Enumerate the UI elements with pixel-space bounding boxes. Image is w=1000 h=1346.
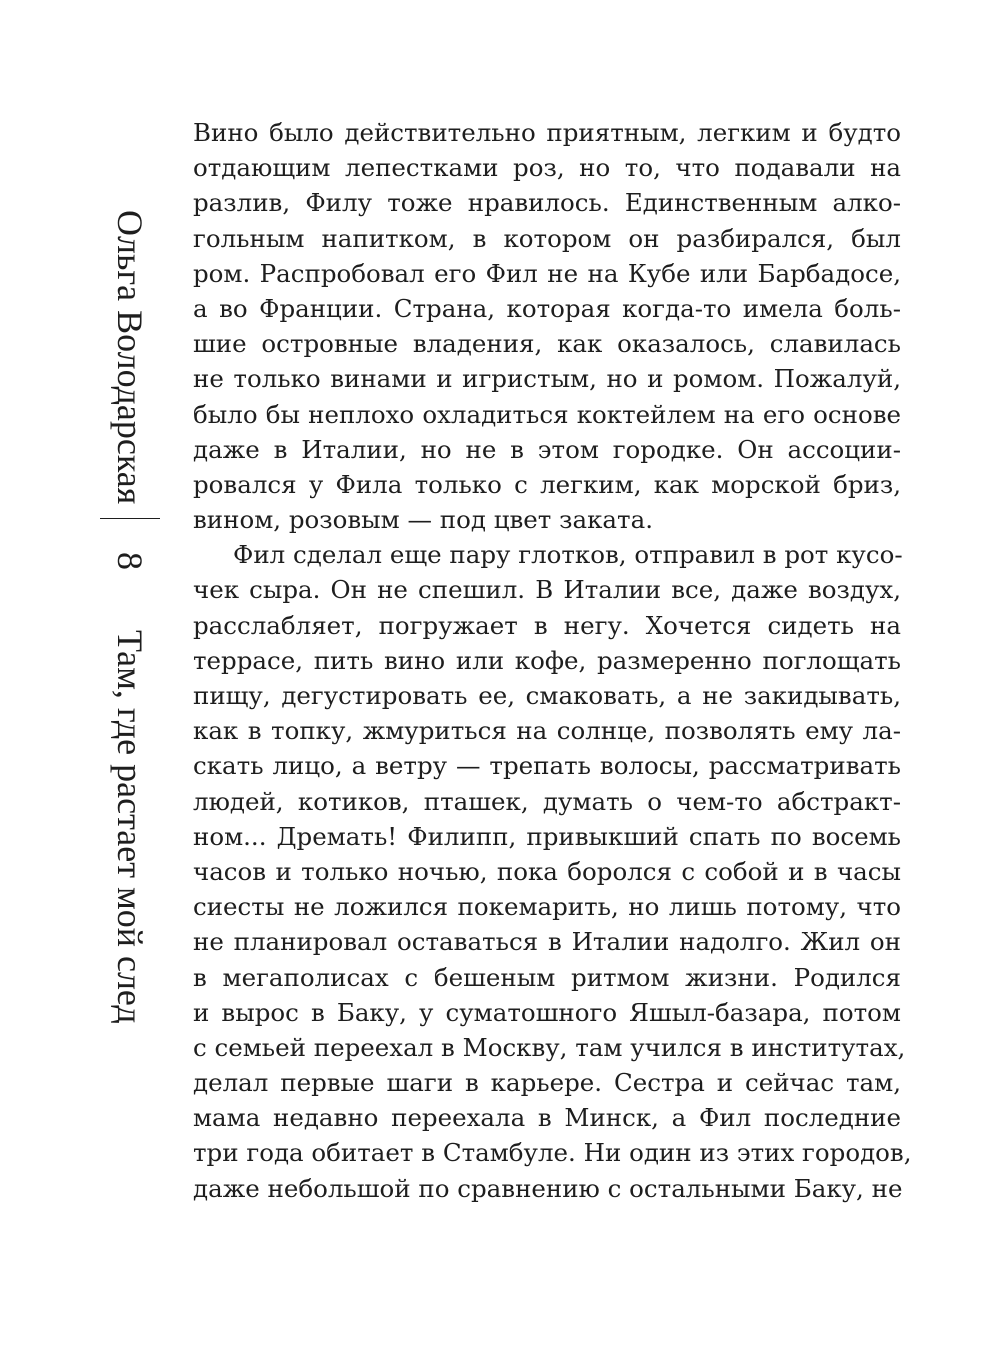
text-line: отдающим лепестками роз, но то, что подавали на xyxy=(193,153,901,183)
text-line: расслабляет, погружает в негу. Хочется сидеть на xyxy=(193,610,901,640)
text-line: было бы неплохо охладиться коктейлем на его основе xyxy=(193,399,901,429)
text-line: часов и только ночью, пока боролся с собой и в часы xyxy=(193,856,901,886)
book-title: Там, где растает мой след xyxy=(110,630,150,1024)
text-line: сиесты не ложился покемарить, но лишь потому, что xyxy=(193,892,901,922)
text-line: ром. Распробовал его Фил не на Кубе или Барбадосе, xyxy=(193,258,901,288)
text-line: мама недавно переехала в Минск, а Фил последние xyxy=(193,1103,901,1133)
running-head xyxy=(0,0,175,1346)
text-line: террасе, пить вино или кофе, размеренно поглощать xyxy=(193,645,901,675)
page-number: 8 xyxy=(110,552,150,570)
text-line: разлив, Филу тоже нравилось. Единственным алко- xyxy=(193,188,901,218)
text-line: людей, котиков, пташек, думать о чем-то абстракт- xyxy=(193,786,901,816)
text-line: не только винами и игристым, но и ромом. Пожалуй, xyxy=(193,364,901,394)
text-line: шие островные владения, как оказалось, славилась xyxy=(193,329,901,359)
running-head-divider xyxy=(100,518,160,519)
text-line: скать лицо, а ветру — трепать волосы, рассматривать xyxy=(193,751,901,781)
text-line: чек сыра. Он не спешил. В Италии все, даже воздух, xyxy=(193,575,901,605)
text-line: гольным напитком, в котором он разбирался, был xyxy=(193,223,901,253)
text-line: пищу, дегустировать ее, смаковать, а не закидывать, xyxy=(193,681,901,710)
text-line: и вырос в Баку, у суматошного Яшыл-базара, потом xyxy=(193,997,901,1027)
text-line: даже в Италии, но не в этом городке. Он ассоции- xyxy=(193,434,901,464)
text-line: три года обитает в Стамбуле. Ни один из этих городов, xyxy=(193,1138,912,1168)
text-line: в мегаполисах с бешеным ритмом жизни. Родился xyxy=(193,962,901,992)
page-body-text xyxy=(193,115,912,1206)
text-line: делал первые шаги в карьере. Сестра и сейчас там, xyxy=(193,1068,901,1098)
text-line: ровался у Фила только с легким, как морской бриз, xyxy=(193,469,901,499)
text-line: даже небольшой по сравнению с остальными Баку, не xyxy=(193,1173,903,1203)
text-line: а во Франции. Страна, которая когда-то имела боль- xyxy=(193,293,901,323)
text-line: Вино было действительно приятным, легким и будто xyxy=(193,118,901,147)
author-name: Ольга Володарская xyxy=(110,210,150,505)
text-line: с семьей переехал в Москву, там учился в институтах, xyxy=(193,1032,906,1062)
text-line: ном... Дремать! Филипп, привыкший спать по восемь xyxy=(193,821,901,851)
text-line: вином, розовым — под цвет заката. xyxy=(193,505,653,535)
text-line: как в топку, жмуриться на солнце, позволять ему ла- xyxy=(193,716,901,746)
text-line: Фил сделал еще пару глотков, отправил в рот кусо- xyxy=(233,540,903,570)
text-line: не планировал оставаться в Италии надолго. Жил он xyxy=(193,927,901,957)
